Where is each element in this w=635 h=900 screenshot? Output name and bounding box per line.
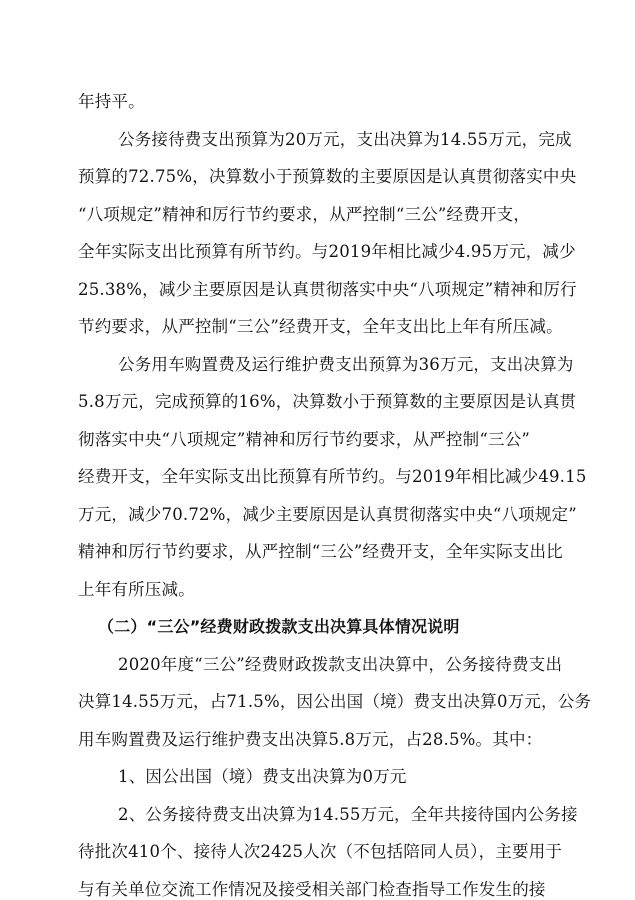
paragraph-line: 用车购置费及运行维护费支出决算5.8万元，占28.5%。其中： [78,729,543,749]
paragraph-line: 全年实际支出比预算有所节约。与2019年相比减少4.95万元，减少 [78,242,576,262]
paragraph-line: 经费开支，全年实际支出比预算有所节约。与2019年相比减少49.15 [78,467,587,487]
paragraph-line: 2、公务接待费支出决算为14.55万元，全年共接待国内公务接 [118,804,578,824]
paragraph-line: 上年有所压减。 [78,579,195,599]
paragraph-line: 与有关单位交流工作情况及接受相关部门检查指导工作发生的接 [78,880,546,899]
paragraph-line: 精神和厉行节约要求，从严控制“三公”经费开支，全年实际支出比 [78,542,563,562]
paragraph-line: 公务用车购置费及运行维护费支出预算为36万元，支出决算为 [118,354,574,374]
paragraph-line: 年持平。 [78,92,145,111]
paragraph-line: 彻落实中央“八项规定”精神和厉行节约要求，从严控制“三公” [78,429,531,449]
paragraph-line: 2020年度“三公”经费财政拨款支出决算中，公务接待费支出 [118,654,563,674]
paragraph-line: “八项规定”精神和厉行节约要求，从严控制“三公”经费开支， [78,204,531,224]
paragraph-line: 节约要求，从严控制“三公”经费开支，全年支出比上年有所压减。 [78,317,563,337]
section-heading: （二）“三公”经费财政拨款支出决算具体情况说明 [98,617,460,637]
paragraph-line: 万元，减少70.72%，减少主要原因是认真贯彻落实中央“八项规定” [78,504,577,524]
paragraph-line: 1、因公出国（境）费支出决算为0万元 [118,767,407,787]
paragraph-line: 决算14.55万元，占71.5%，因公出国（境）费支出决算0万元，公务 [78,692,592,712]
paragraph-line: 公务接待费支出预算为20万元，支出决算为14.55万元，完成 [118,129,572,149]
paragraph-line: 待批次410个、接待人次2425人次（不包括陪同人员），主要用于 [78,842,563,862]
paragraph-line: 5.8万元，完成预算的16%，决算数小于预算数的主要原因是认真贯 [78,392,577,412]
paragraph-line: 预算的72.75%，决算数小于预算数的主要原因是认真贯彻落实中央 [78,167,577,187]
paragraph-line: 25.38%，减少主要原因是认真贯彻落实中央“八项规定”精神和厉行 [78,279,577,299]
